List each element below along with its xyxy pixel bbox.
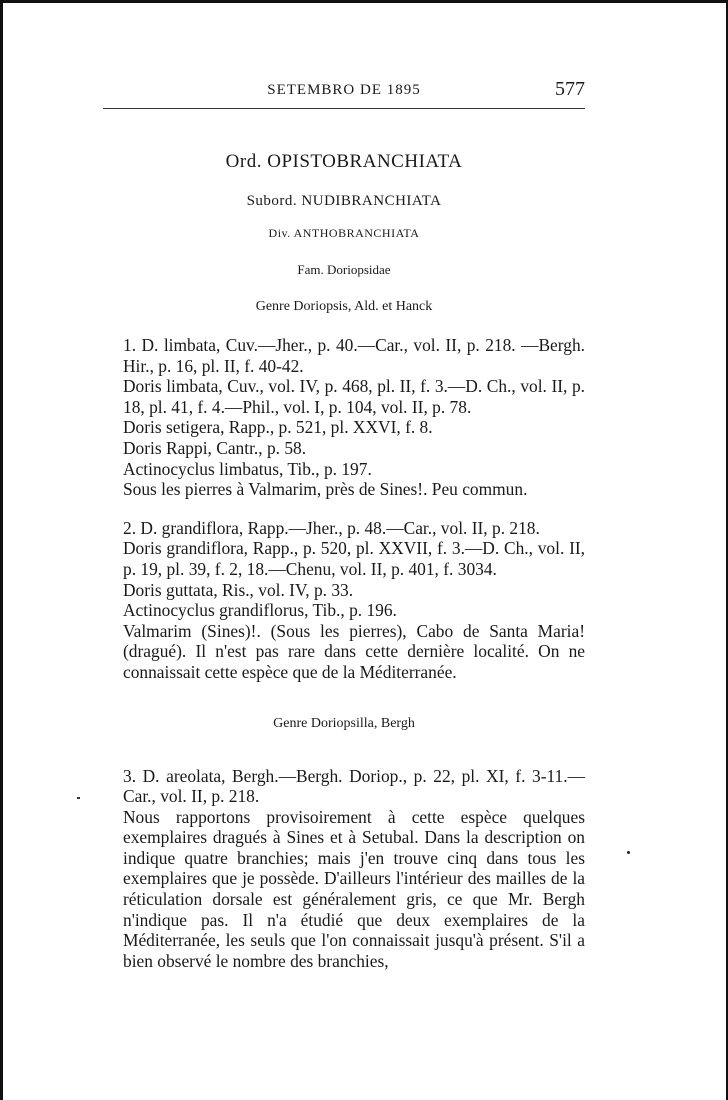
- entry-line: Nous rapportons provisoirement à cette espèce quelques exemplaires dragués à Sines et à Setubal. Dans la description on indique quatre branchies; mais j'en trouve cinq dans tous les exemplaires que je possède. D'ailleurs l'intérieur des mailles de la réticulation dorsale est généralement gris, ce que Mr. Bergh n'indique pas. Il n'a étudié que deux exemplaires de la Méditerranée, les seuls que l'on connaissait jusqu'à présent. S'il a bien observé le nombre des branchies,: [123, 806, 585, 971]
- family-heading: Fam. Doriopsidae: [297, 262, 391, 277]
- entry-line: 2. D. grandiflora, Rapp.—Jher., p. 48.—Car., vol. II, p. 218.: [123, 517, 540, 538]
- entry-line: Actinocyclus limbatus, Tib., p. 197.: [123, 458, 372, 479]
- species-entry-areolata: [103, 766, 585, 972]
- genus-heading-doriopsilla: Genre Doriopsilla, Bergh: [273, 715, 415, 731]
- division-heading: Div. ANTHOBRANCHIATA: [268, 226, 420, 240]
- margin-dot: [627, 851, 630, 854]
- entry-line: 3. D. areolata, Bergh.—Bergh. Doriop., p. 22, pl. XI, f. 3-11.—Car., vol. II, p. 218.: [123, 765, 585, 807]
- entry-line: Valmarim (Sines)!. (Sous les pierres), Cabo de Santa Maria! (dragué). Il n'est pas rare dans cette dernière localité. On ne connaissait cette espèce que de la Méditerranée.: [123, 620, 585, 682]
- entry-line: Actinocyclus grandiflorus, Tib., p. 196.: [123, 600, 397, 621]
- page-number: 577: [555, 78, 585, 100]
- entry-line: Doris Rappi, Cantr., p. 58.: [123, 437, 307, 458]
- suborder-heading: Subord. NUDIBRANCHIATA: [246, 193, 442, 209]
- entry-line: 1. D. limbata, Cuv.—Jher., p. 40.—Car., vol. II, p. 218. —Bergh. Hir., p. 16, pl. II, f. 40-42.: [123, 335, 585, 376]
- document-page: [103, 76, 585, 971]
- species-entry-limbata: [103, 335, 585, 500]
- running-header: [103, 76, 585, 109]
- margin-mark: [77, 797, 80, 799]
- order-heading: Ord. OPISTOBRANCHIATA: [225, 151, 463, 172]
- species-entry-grandiflora: [103, 518, 585, 683]
- entry-line: Doris grandiflora, Rapp., p. 520, pl. XXVII, f. 3.—D. Ch., vol. II, p. 19, pl. 39, f. 2, 18.—Chenu, vol. II, p. 401, f. 3034.: [123, 538, 585, 579]
- entry-line: Doris setigera, Rapp., p. 521, pl. XXVI, f. 8.: [123, 417, 433, 438]
- entry-line: Sous les pierres à Valmarim, près de Sines!. Peu commun.: [123, 479, 528, 500]
- entry-line: Doris guttata, Ris., vol. IV, p. 33.: [123, 579, 354, 600]
- entry-line: Doris limbata, Cuv., vol. IV, p. 468, pl. II, f. 3.—D. Ch., vol. II, p. 18, pl. 41, f. 4.—Phil., vol. I, p. 104, vol. II, p. 78.: [123, 376, 585, 417]
- running-title: SETEMBRO DE 1895: [267, 82, 421, 98]
- genus-heading-doriopsis: Genre Doriopsis, Ald. et Hanck: [255, 299, 433, 314]
